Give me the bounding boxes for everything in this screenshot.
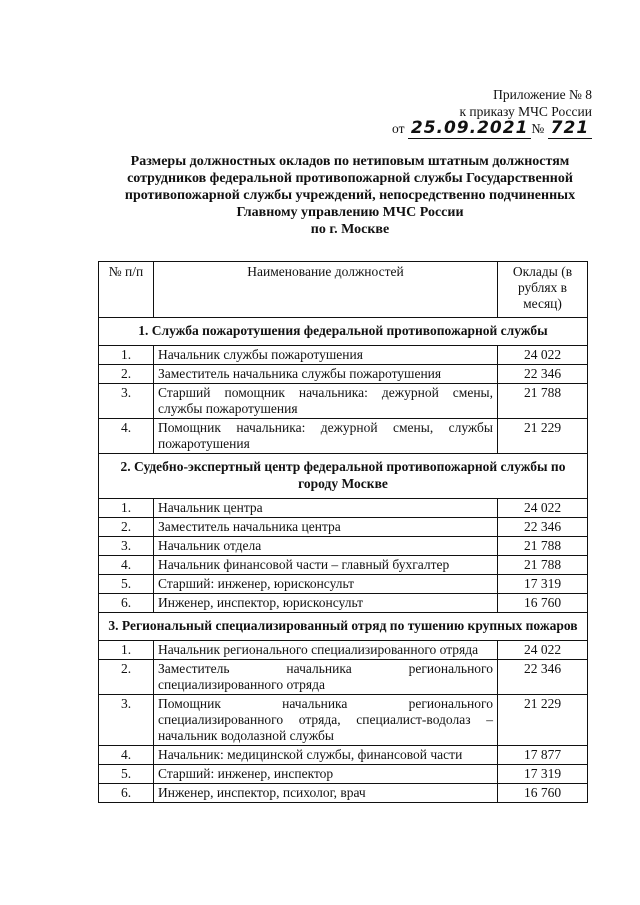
row-salary: 21 788 — [498, 537, 588, 556]
table-row — [99, 384, 588, 419]
title-line: Главному управлению МЧС России — [236, 205, 464, 220]
appendix-order-ref: к приказу МЧС России — [459, 104, 592, 119]
row-salary: 22 346 — [498, 365, 588, 384]
row-num: 2. — [99, 660, 154, 695]
row-num: 4. — [99, 419, 154, 454]
row-num: 2. — [99, 365, 154, 384]
row-num: 5. — [99, 575, 154, 594]
row-salary: 17 319 — [498, 765, 588, 784]
table-row — [99, 695, 588, 746]
table-row — [99, 784, 588, 803]
number-label: № — [531, 121, 545, 136]
row-salary: 17 877 — [498, 746, 588, 765]
row-num: 1. — [99, 499, 154, 518]
row-name: Заместитель начальника службы пожаротушения — [154, 365, 498, 384]
row-name: Начальник службы пожаротушения — [154, 346, 498, 365]
row-salary: 16 760 — [498, 784, 588, 803]
handwritten-date: 25.09.2021 — [408, 118, 532, 139]
row-num: 3. — [99, 695, 154, 746]
row-name: Начальник отдела — [154, 537, 498, 556]
row-num: 3. — [99, 384, 154, 419]
row-salary: 22 346 — [498, 518, 588, 537]
row-salary: 16 760 — [498, 594, 588, 613]
title-line: сотрудников федеральной противопожарной службы Государственной — [127, 171, 573, 186]
row-num: 1. — [99, 346, 154, 365]
appendix-date-line — [392, 120, 592, 137]
header-salary: Оклады (в рублях в месяц) — [498, 262, 588, 318]
table-row — [99, 346, 588, 365]
row-name: Заместитель начальника центра — [154, 518, 498, 537]
row-name: Старший: инженер, юрисконсульт — [154, 575, 498, 594]
row-num: 4. — [99, 556, 154, 575]
from-label: от — [392, 121, 405, 136]
row-salary: 24 022 — [498, 499, 588, 518]
header-num: № п/п — [99, 262, 154, 318]
row-name: Инженер, инспектор, психолог, врач — [154, 784, 498, 803]
table-row — [99, 746, 588, 765]
table-row — [99, 499, 588, 518]
title-line: по г. Москве — [310, 222, 390, 237]
row-salary: 24 022 — [498, 641, 588, 660]
row-name: Заместитель начальника регионального специализированного отряда — [154, 660, 498, 695]
section-row — [99, 318, 588, 346]
table-row — [99, 660, 588, 695]
row-num: 5. — [99, 765, 154, 784]
row-num: 2. — [99, 518, 154, 537]
appendix-block — [392, 86, 592, 137]
title-line: противопожарной службы учреждений, непосредственно подчиненных — [124, 188, 576, 203]
row-name: Старший: инженер, инспектор — [154, 765, 498, 784]
row-num: 3. — [99, 537, 154, 556]
table-row — [99, 556, 588, 575]
section-title: 3. Региональный специализированный отряд по тушению крупных пожаров — [99, 613, 588, 641]
table-row — [99, 594, 588, 613]
row-name: Старший помощник начальника: дежурной смены, службы пожаротушения — [154, 384, 498, 419]
row-salary: 24 022 — [498, 346, 588, 365]
table-row — [99, 518, 588, 537]
table-row — [99, 537, 588, 556]
document-title — [100, 153, 600, 238]
row-name: Начальник финансовой части – главный бухгалтер — [154, 556, 498, 575]
section-row — [99, 613, 588, 641]
section-title: 1. Служба пожаротушения федеральной противопожарной службы — [99, 318, 588, 346]
title-line: Размеры должностных окладов по нетиповым штатным должностям — [130, 154, 570, 169]
row-num: 6. — [99, 784, 154, 803]
row-salary: 21 229 — [498, 419, 588, 454]
row-name: Помощник начальника: дежурной смены, службы пожаротушения — [154, 419, 498, 454]
row-num: 6. — [99, 594, 154, 613]
row-name: Начальник регионального специализированного отряда — [154, 641, 498, 660]
row-salary: 21 788 — [498, 556, 588, 575]
salary-table — [98, 261, 588, 803]
row-name: Инженер, инспектор, юрисконсульт — [154, 594, 498, 613]
row-salary: 21 229 — [498, 695, 588, 746]
row-salary: 22 346 — [498, 660, 588, 695]
row-num: 1. — [99, 641, 154, 660]
table-row — [99, 765, 588, 784]
row-name: Помощник начальника регионального специализированного отряда, специалист-водолаз – начальник водолазной службы — [154, 695, 498, 746]
row-name: Начальник: медицинской службы, финансовой части — [154, 746, 498, 765]
row-name: Начальник центра — [154, 499, 498, 518]
row-num: 4. — [99, 746, 154, 765]
table-header-row — [99, 262, 588, 318]
table-row — [99, 419, 588, 454]
header-name: Наименование должностей — [154, 262, 498, 318]
section-row — [99, 454, 588, 499]
row-salary: 21 788 — [498, 384, 588, 419]
section-title: 2. Судебно-экспертный центр федеральной противопожарной службы по городу Москве — [99, 454, 588, 499]
handwritten-number: 721 — [548, 118, 593, 139]
table-row — [99, 365, 588, 384]
table-row — [99, 575, 588, 594]
appendix-title: Приложение № 8 — [493, 87, 592, 102]
table-row — [99, 641, 588, 660]
row-salary: 17 319 — [498, 575, 588, 594]
